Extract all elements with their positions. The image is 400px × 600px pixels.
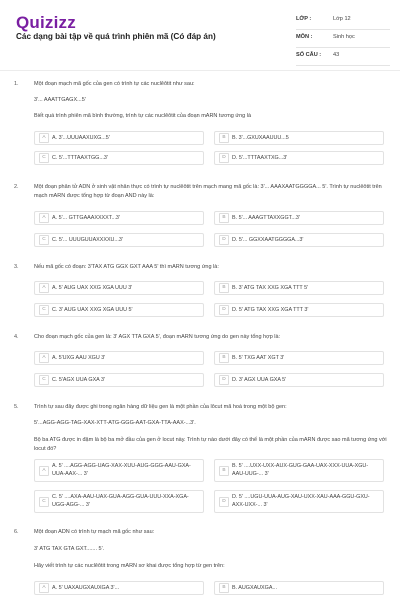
option-letter: B (219, 353, 229, 363)
option-letter: D (219, 375, 229, 385)
option-text: D. 5'...TTTAAXTXG...3' (232, 155, 288, 161)
option-letter: B (219, 213, 229, 223)
option-c[interactable] (34, 233, 204, 247)
option-letter: A (39, 283, 49, 293)
meta-row-count (296, 48, 390, 66)
option-text: C. 5'AGX UUA GXA 3' (52, 377, 105, 383)
option-letter: D (219, 235, 229, 245)
option-c[interactable] (34, 373, 204, 387)
option-text: A. 3'...UUUAAXUXG...5' (52, 135, 110, 141)
option-a[interactable] (34, 581, 204, 595)
option-a[interactable] (34, 281, 204, 295)
question-number: 4. (14, 334, 19, 340)
option-b[interactable] (214, 211, 384, 225)
option-text: B. 5'... AAAGTTAXXGGT...3' (232, 215, 300, 221)
option-d[interactable] (214, 373, 384, 387)
meta-value: 43 (333, 52, 340, 58)
option-letter: C (39, 497, 49, 507)
option-letter: A (39, 213, 49, 223)
option-letter: B (219, 466, 229, 476)
option-text: B. AUGXAUXGA... (232, 585, 277, 591)
option-a[interactable] (34, 211, 204, 225)
meta-row-class (296, 12, 390, 30)
option-letter: C (39, 375, 49, 385)
option-text: D. 3' AGX UUA GXA 5' (232, 377, 287, 383)
option-text: D. 5' ....UGU-UUA-AUG-XAU-UXX-XAU-AAA-GGU-GXU-AXX-UXX-... 3' (232, 494, 370, 508)
meta-key: MÔN : (296, 34, 313, 40)
header-divider (0, 70, 400, 71)
option-text: A. 5'... GTTGAAAXXXXT...3' (52, 215, 120, 221)
option-letter: B (219, 283, 229, 293)
worksheet-meta (296, 12, 390, 66)
option-letter: A (39, 583, 49, 593)
option-b[interactable] (214, 581, 384, 595)
meta-value: Lớp 12 (333, 16, 351, 22)
option-text: A. 5'UXG AAU XGU 3' (52, 355, 106, 361)
option-letter: C (39, 305, 49, 315)
option-text: C. 5'...TTTAAXTGG...3' (52, 155, 108, 161)
question-number: 5. (14, 404, 19, 410)
option-b[interactable] (214, 351, 384, 365)
option-b[interactable] (214, 131, 384, 145)
option-letter: B (219, 133, 229, 143)
option-letter: C (39, 153, 49, 163)
option-letter: D (219, 497, 229, 507)
question-text: Cho đoạn mạch gốc của gen là: 3' AGX TTA GXA 5', đoạn mARN tương ứng do gen này tổng hợp là: (34, 334, 281, 340)
question-text: Một đoạn ADN có trình tự mạch mã gốc như sau: (34, 529, 155, 535)
option-text: D. 5' ATG TAX XXG XGA TTT 3' (232, 307, 309, 313)
question-line: Biết quá trình phiên mã bình thường, trình tự các nuclêôtit của đoạn mARN tương ứng là (34, 113, 252, 119)
option-text: C. 3' AUG UAX XXG XGA UUU 5' (52, 307, 133, 313)
option-letter: A (39, 353, 49, 363)
option-letter: C (39, 235, 49, 245)
question-line: 3'... AAATTGAGX...5' (34, 97, 86, 103)
option-c[interactable] (34, 490, 204, 513)
option-letter: A (39, 466, 49, 476)
option-text: B. 5' ....UXX-UXX-AUX-GUG-GAA-UAX-XXX-UUA-XGU-AAU-UUG-... 3' (232, 463, 369, 477)
option-text: A. 5' AUG UAX XXG XGA UUU 3' (52, 285, 133, 291)
question-line: 5'...AGG-AGG-TAG-XAX-XTT-ATG-GGG-AAT-GXA-TTA-AAX-...3'. (34, 420, 196, 426)
question-text: Trình tự sau đây được ghi trong ngân hàng dữ liệu gen là một phần của lôcut mã hoá trong một bộ gen: (34, 404, 287, 410)
quizizz-logo: Quizizz (16, 13, 76, 32)
option-d[interactable] (214, 490, 384, 513)
option-text: C. 5' ....AXA-AAU-UAX-GUA-AGG-GUA-UUU-XXA-XGA-UGG-AGG-... 3' (52, 494, 189, 508)
option-letter: A (39, 133, 49, 143)
option-a[interactable] (34, 131, 204, 145)
question-number: 6. (14, 529, 19, 535)
question-line: Bộ ba ATG được in đậm là bộ ba mở đầu của gen ở locut này. Trình tự nào dưới đây có thể là một phần của mARN được sao mã tương ứng với locut đó? (34, 437, 387, 452)
question-text: Một đoạn phân tử ADN ở sinh vật nhân thực có trình tự nuclêôtit trên mạch mang mã gốc là: 3'... AAAXAATGGGGA... 5'. Trình tự nuclêôtit trên mạch mARN được tổng hợp từ đoạn AND này là: (34, 184, 382, 199)
option-a[interactable] (34, 351, 204, 365)
option-letter: B (219, 583, 229, 593)
option-c[interactable] (34, 303, 204, 317)
option-text: D. 5'... GGXXAATGGGGA...3' (232, 237, 304, 243)
option-d[interactable] (214, 233, 384, 247)
option-a[interactable] (34, 459, 204, 482)
option-text: B. 3' ATG TAX XXG XGA TTT 5' (232, 285, 309, 291)
option-d[interactable] (214, 303, 384, 317)
option-letter: D (219, 153, 229, 163)
option-text: B. 5' TXG AAT XGT 3' (232, 355, 285, 361)
option-c[interactable] (34, 151, 204, 165)
option-text: A. 5' UAXAUGXAUXGA 3'... (52, 585, 120, 591)
question-text: Một đoạn mạch mã gốc của gen có trình tự các nuclêôtit như sau: (34, 81, 195, 87)
option-b[interactable] (214, 281, 384, 295)
option-d[interactable] (214, 151, 384, 165)
option-text: C. 5'... UUUGUUAXXXXU...3' (52, 237, 123, 243)
question-number: 2. (14, 184, 19, 190)
option-b[interactable] (214, 459, 384, 482)
option-letter: D (219, 305, 229, 315)
option-text: B. 3'...GXUXAAUUU...5 (232, 135, 289, 141)
meta-row-subject (296, 30, 390, 48)
question-number: 1. (14, 81, 19, 87)
question-text: Nếu mã gốc có đoạn: 3'TAX ATG GGX GXT AAA 5' thì mARN tương ứng là: (34, 264, 219, 270)
meta-key: LỚP : (296, 16, 312, 22)
question-number: 3. (14, 264, 19, 270)
option-text: A. 5' ....AGG-AGG-UAG-XAX-XUU-AUG-GGG-AAU-GXA-UUA-AAX-... 3' (52, 463, 191, 477)
worksheet-title: Các dạng bài tập về quá trình phiên mã (Có đáp án) (16, 32, 216, 41)
question-line: 3' ATG TAX GTA GXT....... 5'. (34, 546, 105, 552)
meta-key: SỐ CÂU : (296, 52, 322, 58)
question-line: Hãy viết trình tự các nuclêôtit trong mARN sơ khai được tổng hợp từ gen trên: (34, 563, 225, 569)
worksheet-header (0, 0, 400, 70)
meta-value: Sinh học (333, 34, 355, 40)
